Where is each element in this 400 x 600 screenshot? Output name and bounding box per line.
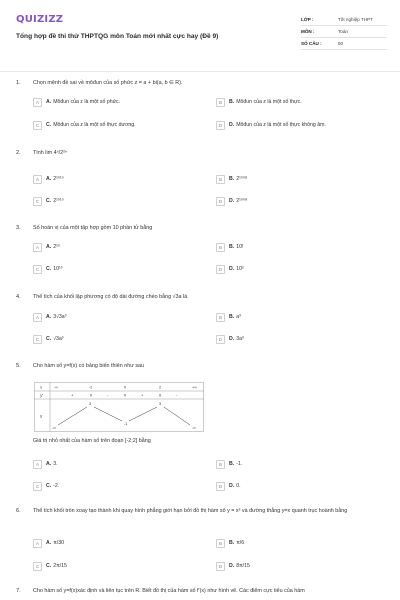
- row-label-y: y: [40, 413, 43, 418]
- option-text: Môđun của z là một số phức.: [53, 99, 121, 105]
- y-value: -1: [124, 422, 128, 426]
- question-number: 3.: [16, 225, 21, 231]
- option-b[interactable]: [216, 312, 241, 322]
- option-label: A.: [46, 99, 52, 105]
- option-letter: A: [33, 313, 42, 322]
- meta-value: Tốt nghiệp THPT: [338, 17, 373, 22]
- option-label: B.: [229, 99, 235, 105]
- option-text: 3a³: [236, 336, 244, 342]
- option-d[interactable]: [216, 481, 241, 491]
- option-label: B.: [229, 314, 235, 320]
- option-text: 0.: [236, 483, 241, 489]
- question-number: 7.: [16, 588, 21, 594]
- option-label: C.: [46, 198, 52, 204]
- option-letter: A: [33, 175, 42, 184]
- top-bar: [0, 0, 400, 4]
- option-text: 2¹⁰: [53, 244, 60, 250]
- option-a[interactable]: [33, 459, 58, 469]
- option-a[interactable]: [33, 312, 66, 322]
- option-letter: A: [33, 243, 42, 252]
- option-d[interactable]: [216, 334, 244, 344]
- sign: +: [141, 392, 144, 398]
- question-6: [16, 508, 388, 576]
- option-label: D.: [229, 563, 235, 569]
- option-b[interactable]: [216, 174, 247, 184]
- variation-table: [34, 382, 204, 432]
- option-letter: C: [33, 562, 42, 571]
- option-label: C.: [46, 266, 52, 272]
- option-letter: B: [216, 539, 225, 548]
- option-d[interactable]: [216, 264, 244, 274]
- meta-key: SỐ CÂU :: [301, 41, 322, 46]
- sign: 0: [159, 392, 162, 398]
- y-value: 3: [89, 402, 92, 406]
- option-text: 2¹⁰¹⁰: [53, 198, 64, 204]
- option-letter: C: [33, 335, 42, 344]
- x-value: +∞: [192, 385, 197, 390]
- question-text: Thể tích khối tròn xoay tạo thành khi quay hình phẳng giới hạn bởi đồ thị hàm số y = x² và đường thẳng y=x quanh trục hoành bằng: [33, 508, 348, 514]
- option-label: D.: [229, 266, 235, 272]
- meta-row-subject: [301, 26, 387, 38]
- option-c[interactable]: [33, 561, 67, 571]
- option-letter: B: [216, 243, 225, 252]
- sign: -: [107, 392, 109, 398]
- option-label: A.: [46, 461, 52, 467]
- option-text: -2.: [53, 483, 60, 489]
- option-c[interactable]: [33, 334, 64, 344]
- option-label: B.: [229, 176, 235, 182]
- option-text: Môđun của z là một số thực dương.: [53, 122, 136, 128]
- option-letter: C: [33, 482, 42, 491]
- option-letter: C: [33, 197, 42, 206]
- sign: 0: [90, 392, 93, 398]
- option-label: A.: [46, 314, 52, 320]
- option-a[interactable]: [33, 97, 120, 107]
- header-divider: [0, 71, 400, 72]
- option-label: D.: [229, 122, 235, 128]
- option-text: Môđun của z là một số thực không âm.: [236, 122, 326, 128]
- option-text: 3√3a³: [53, 314, 67, 320]
- option-letter: D: [216, 335, 225, 344]
- sign: 0: [124, 392, 127, 398]
- table-frame: [35, 383, 204, 432]
- option-label: C.: [46, 122, 52, 128]
- page-title: Tổng hợp đề thi thử THPTQG môn Toán mới nhất cực hay (Đề 9): [16, 33, 219, 40]
- question-number: 6.: [16, 508, 21, 514]
- option-text: Môđun của z là một số thực.: [236, 99, 302, 105]
- meta-key: MÔN :: [301, 29, 315, 34]
- question-number: 4.: [16, 294, 21, 300]
- meta-key: LỚP :: [301, 17, 314, 22]
- option-letter: D: [216, 121, 225, 130]
- sign: +: [71, 392, 74, 398]
- option-text: √3a³: [53, 336, 64, 342]
- question-4: [16, 294, 388, 352]
- y-value: -∞: [192, 426, 196, 430]
- option-text: -1.: [236, 461, 243, 467]
- option-c[interactable]: [33, 264, 63, 274]
- option-label: C.: [46, 483, 52, 489]
- question-subtext: Giá trị nhỏ nhất của hàm số trên đoạn [-2;2] bằng: [33, 438, 151, 444]
- meta-value: 50: [338, 41, 344, 46]
- meta-value: Toán: [338, 29, 348, 34]
- option-c[interactable]: [33, 196, 64, 206]
- option-b[interactable]: [216, 97, 302, 107]
- option-text: 10²: [236, 266, 244, 272]
- question-text: Thể tích của khối lập phương có độ dài đường chéo bằng √3a là: [33, 294, 188, 300]
- option-letter: B: [216, 98, 225, 107]
- option-label: C.: [46, 336, 52, 342]
- x-value: 0: [124, 385, 127, 390]
- meta-row-count: [301, 38, 387, 50]
- question-7: [16, 588, 388, 600]
- option-text: 2¹⁰¹⁰: [53, 176, 64, 182]
- option-label: A.: [46, 176, 52, 182]
- option-b[interactable]: [216, 242, 243, 252]
- option-letter: B: [216, 313, 225, 322]
- y-value: 3: [159, 402, 162, 406]
- option-label: D.: [229, 483, 235, 489]
- x-value: 2: [159, 385, 162, 390]
- option-a[interactable]: [33, 174, 64, 184]
- option-text: 10!: [236, 244, 244, 250]
- option-b[interactable]: [216, 538, 244, 548]
- option-text: 3.: [53, 461, 58, 467]
- question-text: Số hoán vị của một tập hợp gồm 10 phần tử bằng: [33, 225, 153, 231]
- option-letter: B: [216, 460, 225, 469]
- option-a[interactable]: [33, 538, 64, 548]
- option-text: a³: [236, 314, 241, 320]
- question-text: Tính lim 4ⁿ/2²ⁿ: [33, 150, 67, 156]
- question-2: [16, 150, 388, 210]
- arrow-up: [129, 407, 157, 421]
- sign: -: [176, 392, 178, 398]
- option-label: D.: [229, 336, 235, 342]
- question-text: Chọn mệnh đề sai về môđun của số phức z = a + bi(a, b ∈ R).: [33, 80, 183, 86]
- arrow-down: [164, 407, 190, 425]
- option-letter: A: [33, 460, 42, 469]
- option-d[interactable]: [216, 120, 326, 130]
- y-value: -∞: [52, 426, 56, 430]
- option-label: B.: [229, 461, 235, 467]
- option-text: π/30: [53, 540, 64, 546]
- question-text: Cho hàm số y=f(x) có bảng biến thiên như sau: [33, 363, 145, 369]
- question-number: 1.: [16, 80, 21, 86]
- quiz-meta: [301, 14, 387, 50]
- option-label: B.: [229, 540, 235, 546]
- option-text: 2¹⁰⁰⁸: [236, 198, 248, 204]
- option-d[interactable]: [216, 196, 247, 206]
- arrow-down: [94, 407, 122, 421]
- option-letter: D: [216, 265, 225, 274]
- option-d[interactable]: [216, 561, 250, 571]
- option-letter: A: [33, 98, 42, 107]
- meta-row-class: [301, 14, 387, 26]
- option-letter: B: [216, 175, 225, 184]
- option-label: B.: [229, 244, 235, 250]
- option-letter: D: [216, 562, 225, 571]
- row-label-yprime: y': [40, 392, 44, 398]
- option-letter: A: [33, 539, 42, 548]
- option-c[interactable]: [33, 481, 59, 491]
- question-text: Cho hàm số y=f(x)xác định và liên tục trên R. Biết đồ thị của hàm số f'(x) như hình vẽ. Các điểm cực tiểu của hàm: [33, 588, 305, 594]
- option-label: D.: [229, 198, 235, 204]
- option-letter: D: [216, 482, 225, 491]
- option-letter: C: [33, 265, 42, 274]
- x-value: -2: [89, 385, 93, 390]
- row-label-x: x: [40, 384, 43, 390]
- question-3: [16, 225, 388, 281]
- quizizz-logo: QUIZIZZ: [16, 14, 64, 25]
- question-1: [16, 80, 388, 136]
- question-number: 5.: [16, 363, 21, 369]
- option-text: 10¹⁰: [53, 266, 63, 272]
- option-text: 8π/15: [236, 563, 250, 569]
- option-b[interactable]: [216, 459, 242, 469]
- option-text: 2π/15: [53, 563, 67, 569]
- option-letter: D: [216, 197, 225, 206]
- question-number: 2.: [16, 150, 21, 156]
- option-letter: C: [33, 121, 42, 130]
- option-label: C.: [46, 563, 52, 569]
- option-label: A.: [46, 244, 52, 250]
- option-text: π/6: [236, 540, 245, 546]
- x-value: -∞: [54, 385, 58, 390]
- option-c[interactable]: [33, 120, 136, 130]
- option-a[interactable]: [33, 242, 60, 252]
- arrow-up: [58, 407, 87, 425]
- option-label: A.: [46, 540, 52, 546]
- option-text: 2¹⁰⁰⁸: [236, 176, 248, 182]
